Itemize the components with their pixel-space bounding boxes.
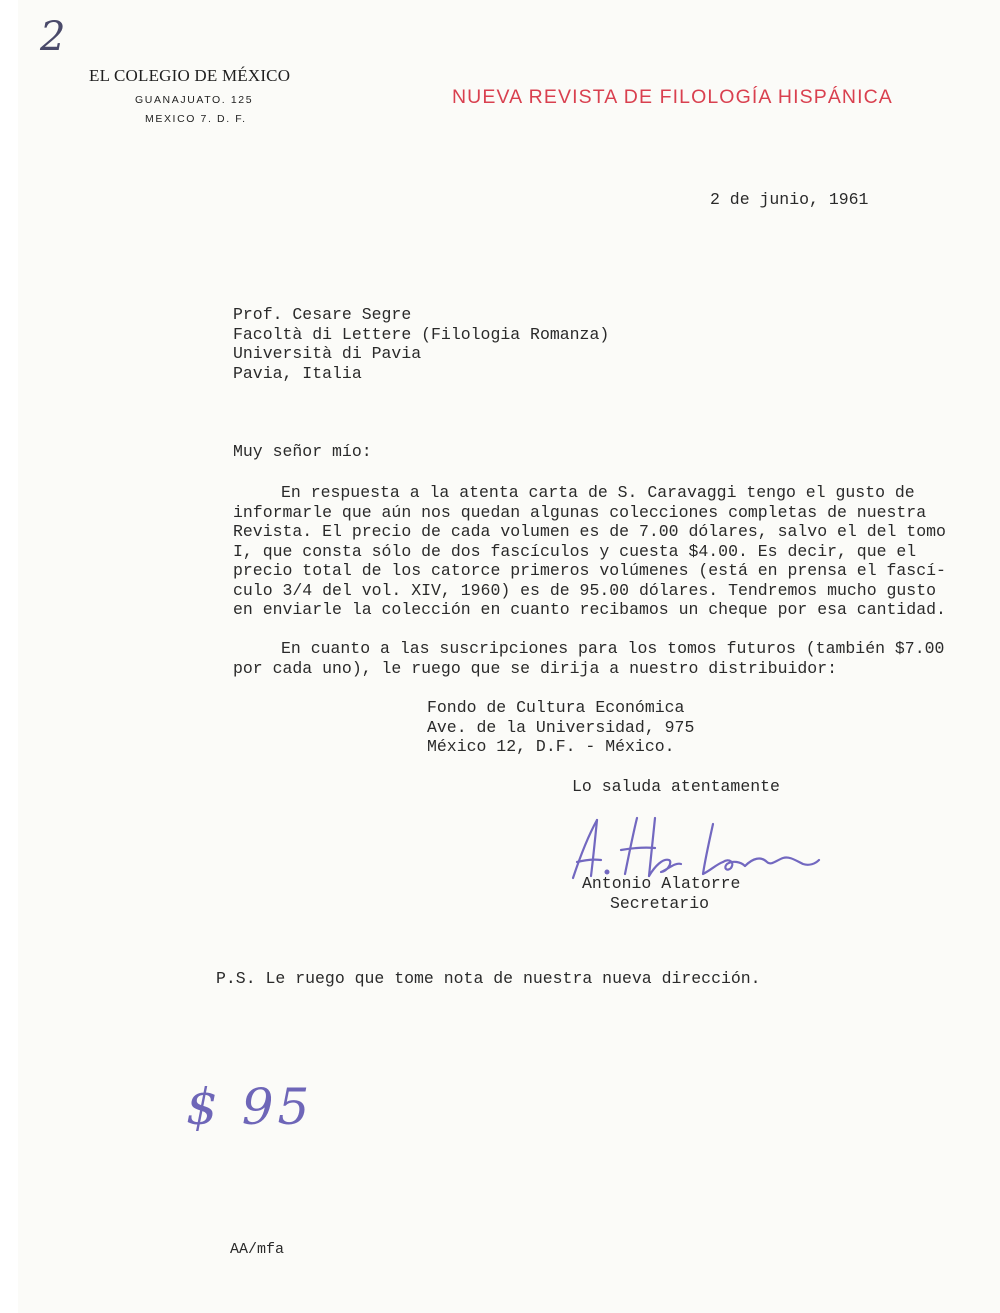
body-paragraph-2 xyxy=(233,639,944,678)
recipient-line: Università di Pavia xyxy=(233,344,422,363)
recipient-line: Prof. Cesare Segre xyxy=(233,305,412,324)
letter-page xyxy=(18,0,1000,1313)
reference-initials: AA/mfa xyxy=(230,1241,285,1258)
paragraph-line: precio total de los catorce primeros volúmenes (está en prensa el fascí- xyxy=(233,561,946,580)
folio-number-annotation: 2 xyxy=(40,14,66,60)
recipient-line: Pavia, Italia xyxy=(233,363,362,383)
signer-title: Secretario xyxy=(610,894,710,913)
institution-city: MEXICO 7. D. F. xyxy=(145,113,247,125)
paragraph-line: En respuesta a la atenta carta de S. Caravaggi tengo el gusto de xyxy=(281,483,915,502)
distributor-line: México 12, D.F. - México. xyxy=(427,737,675,756)
closing-line: Lo saluda atentamente xyxy=(572,777,780,796)
institution-name: EL COLEGIO DE MÉXICO xyxy=(89,66,291,85)
paragraph-line: En cuanto a las suscripciones para los tomos futuros (también $7.00 xyxy=(281,639,945,658)
paragraph-line: en enviarle la colección en cuanto recibamos un cheque por esa cantidad. xyxy=(233,600,946,619)
journal-title: NUEVA REVISTA DE FILOLOGÍA HISPÁNICA xyxy=(452,86,893,108)
paragraph-line: Revista. El precio de cada volumen es de 7.00 dólares, salvo el del tomo xyxy=(233,522,946,541)
salutation: Muy señor mío: xyxy=(233,442,372,461)
postscript: P.S. Le ruego que tome nota de nuestra nueva dirección. xyxy=(216,969,761,988)
signer-name: Antonio Alatorre xyxy=(582,874,741,893)
paragraph-line: por cada uno), le ruego que se dirija a nuestro distribuidor: xyxy=(233,658,837,678)
paragraph-line: culo 3/4 del vol. XIV, 1960) es de 95.00 dólares. Tendremos mucho gusto xyxy=(233,580,937,600)
distributor-line: Fondo de Cultura Económica xyxy=(427,698,685,717)
distributor-line: Ave. de la Universidad, 975 xyxy=(427,717,695,737)
paragraph-line: I, que consta sólo de dos fascículos y cuesta $4.00. Es decir, que el xyxy=(233,541,917,561)
body-paragraph-1 xyxy=(233,483,946,620)
institution-street: GUANAJUATO. 125 xyxy=(135,94,254,106)
amount-annotation: $ 95 xyxy=(186,1078,314,1136)
distributor-address xyxy=(427,698,694,757)
recipient-line: Facoltà di Lettere (Filologia Romanza) xyxy=(233,324,610,344)
paragraph-line: informarle que aún nos quedan algunas colecciones completas de nuestra xyxy=(233,502,927,522)
recipient-address xyxy=(233,305,609,383)
letter-date: 2 de junio, 1961 xyxy=(710,190,869,209)
